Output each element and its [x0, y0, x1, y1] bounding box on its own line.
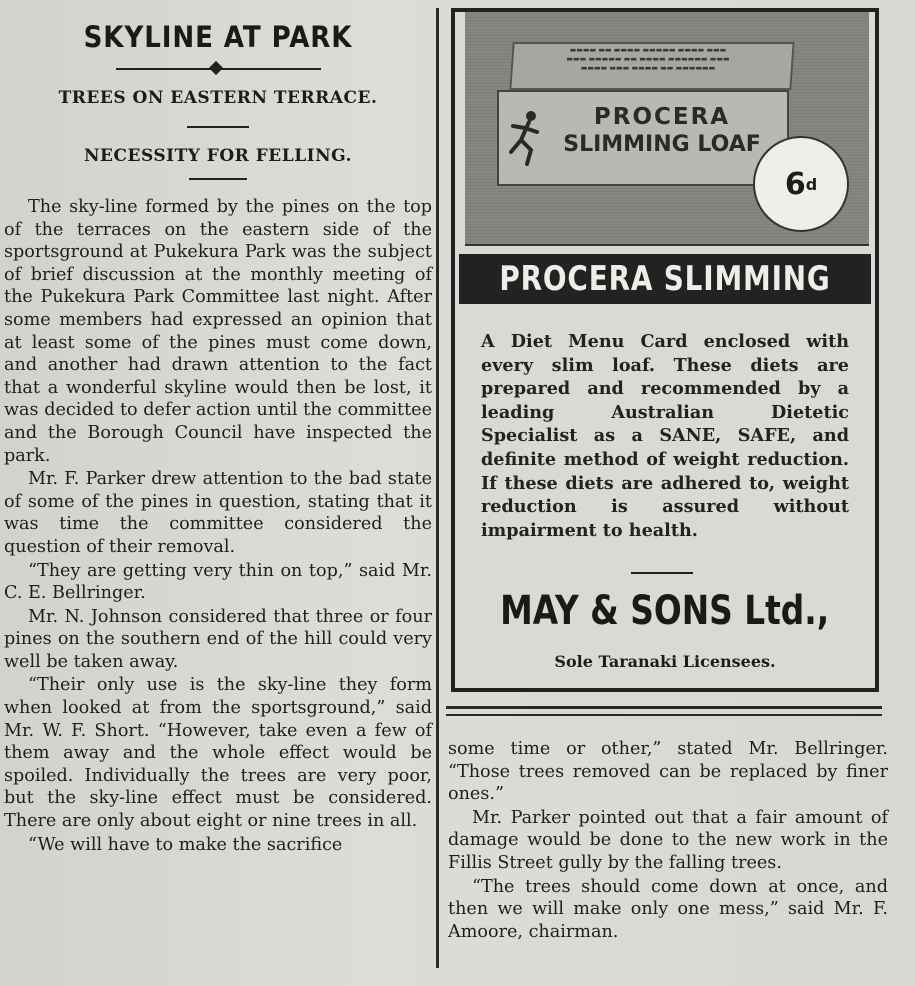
divider-rule — [189, 178, 247, 180]
loaf-box-fine-print: ▬▬▬▬ ▬▬ ▬▬▬▬ ▬▬▬▬▬ ▬▬▬▬ ▬▬▬ ▬▬▬ ▬▬▬▬▬ ▬▬ ▬▬▬▬ ▬▬▬▬▬▬ ▬▬▬ ▬▬▬▬ ▬▬▬ ▬▬▬▬ ▬▬ ▬▬▬▬▬▬ — [566, 46, 730, 72]
divider-rule — [187, 126, 249, 128]
diamond-divider — [116, 62, 321, 76]
article-continuation — [448, 738, 888, 943]
ad-body-text: A Diet Menu Card enclosed with every slim loaf. These diets are prepared and recommended by a leading Australian Dietetic Specialist as a SANE, SAFE, and definite method of weight reduction. If these diets are adhered to, weight reduction is assured without impairment to health. — [481, 331, 849, 541]
article-body — [4, 196, 432, 856]
article-paragraph: “The trees should come down at once, and then we will make only one mess,” said Mr. F. Amoore, chairman. — [448, 876, 888, 942]
ad-banner-text: PROCERA SLIMMING — [499, 259, 831, 299]
box-product-name: SLIMMING LOAF — [563, 132, 761, 157]
ad-company-name — [455, 588, 875, 634]
article-column — [4, 14, 432, 856]
price-unit: d — [805, 174, 818, 194]
article-paragraph: “They are getting very thin on top,” said Mr. C. E. Bellringer. — [4, 560, 432, 604]
price-value: 6 — [784, 166, 806, 202]
ad-licensee-line: Sole Taranaki Licensees. — [554, 652, 776, 671]
article-paragraph: Mr. F. Parker drew attention to the bad state of some of the pines in question, stating that it was time the committee considered the question of their removal. — [4, 469, 432, 557]
section-rule-top — [446, 706, 882, 709]
article-paragraph: Mr. Parker pointed out that a fair amount of damage would be done to the new work in the Fillis Street gully by the falling trees. — [448, 807, 888, 873]
procera-advertisement — [451, 8, 879, 692]
article-paragraph: some time or other,” stated Mr. Bellringer. “Those trees removed can be replaced by finer ones.” — [448, 739, 888, 805]
article-subhead-2: NECESSITY FOR FELLING. — [83, 146, 352, 166]
article-paragraph: “Their only use is the sky-line they form when looked at from the sportsground,” said Mr. W. F. Short. “However, take even a few of them away and the whole effect would be spoiled. Individually the trees are very poor, but the sky-line effect must be considered. There are only about eight or nine trees in all. — [4, 675, 432, 832]
article-paragraph: Mr. N. Johnson considered that three or four pines on the southern end of the hill could very well be taken away. — [4, 606, 432, 672]
article-paragraph: The sky-line formed by the pines on the top of the terraces on the eastern side of the sportsground at Pukekura Park was the subject of brief discussion at the monthly meeting of the Pukekura Park Committee last night. After some members had expressed an opinion that at least some of the pines must come down, and another had drawn attention to the fact that a wonderful skyline would then be lost, it was decided to defer action until the committee and the Borough Council have inspected the park. — [4, 197, 432, 466]
ad-divider-rule — [631, 572, 693, 574]
article-paragraph: “We will have to make the sacrifice — [28, 834, 343, 855]
ad-banner — [459, 254, 871, 304]
price-badge — [753, 136, 849, 232]
section-rule-bottom — [446, 714, 882, 716]
box-brand-name: PROCERA — [593, 104, 731, 130]
column-rule — [436, 8, 439, 968]
article-headline: SKYLINE AT PARK — [83, 20, 353, 54]
ad-company-text: MAY & SONS Ltd., — [500, 588, 830, 634]
article-subhead-1: TREES ON EASTERN TERRACE. — [58, 88, 378, 108]
